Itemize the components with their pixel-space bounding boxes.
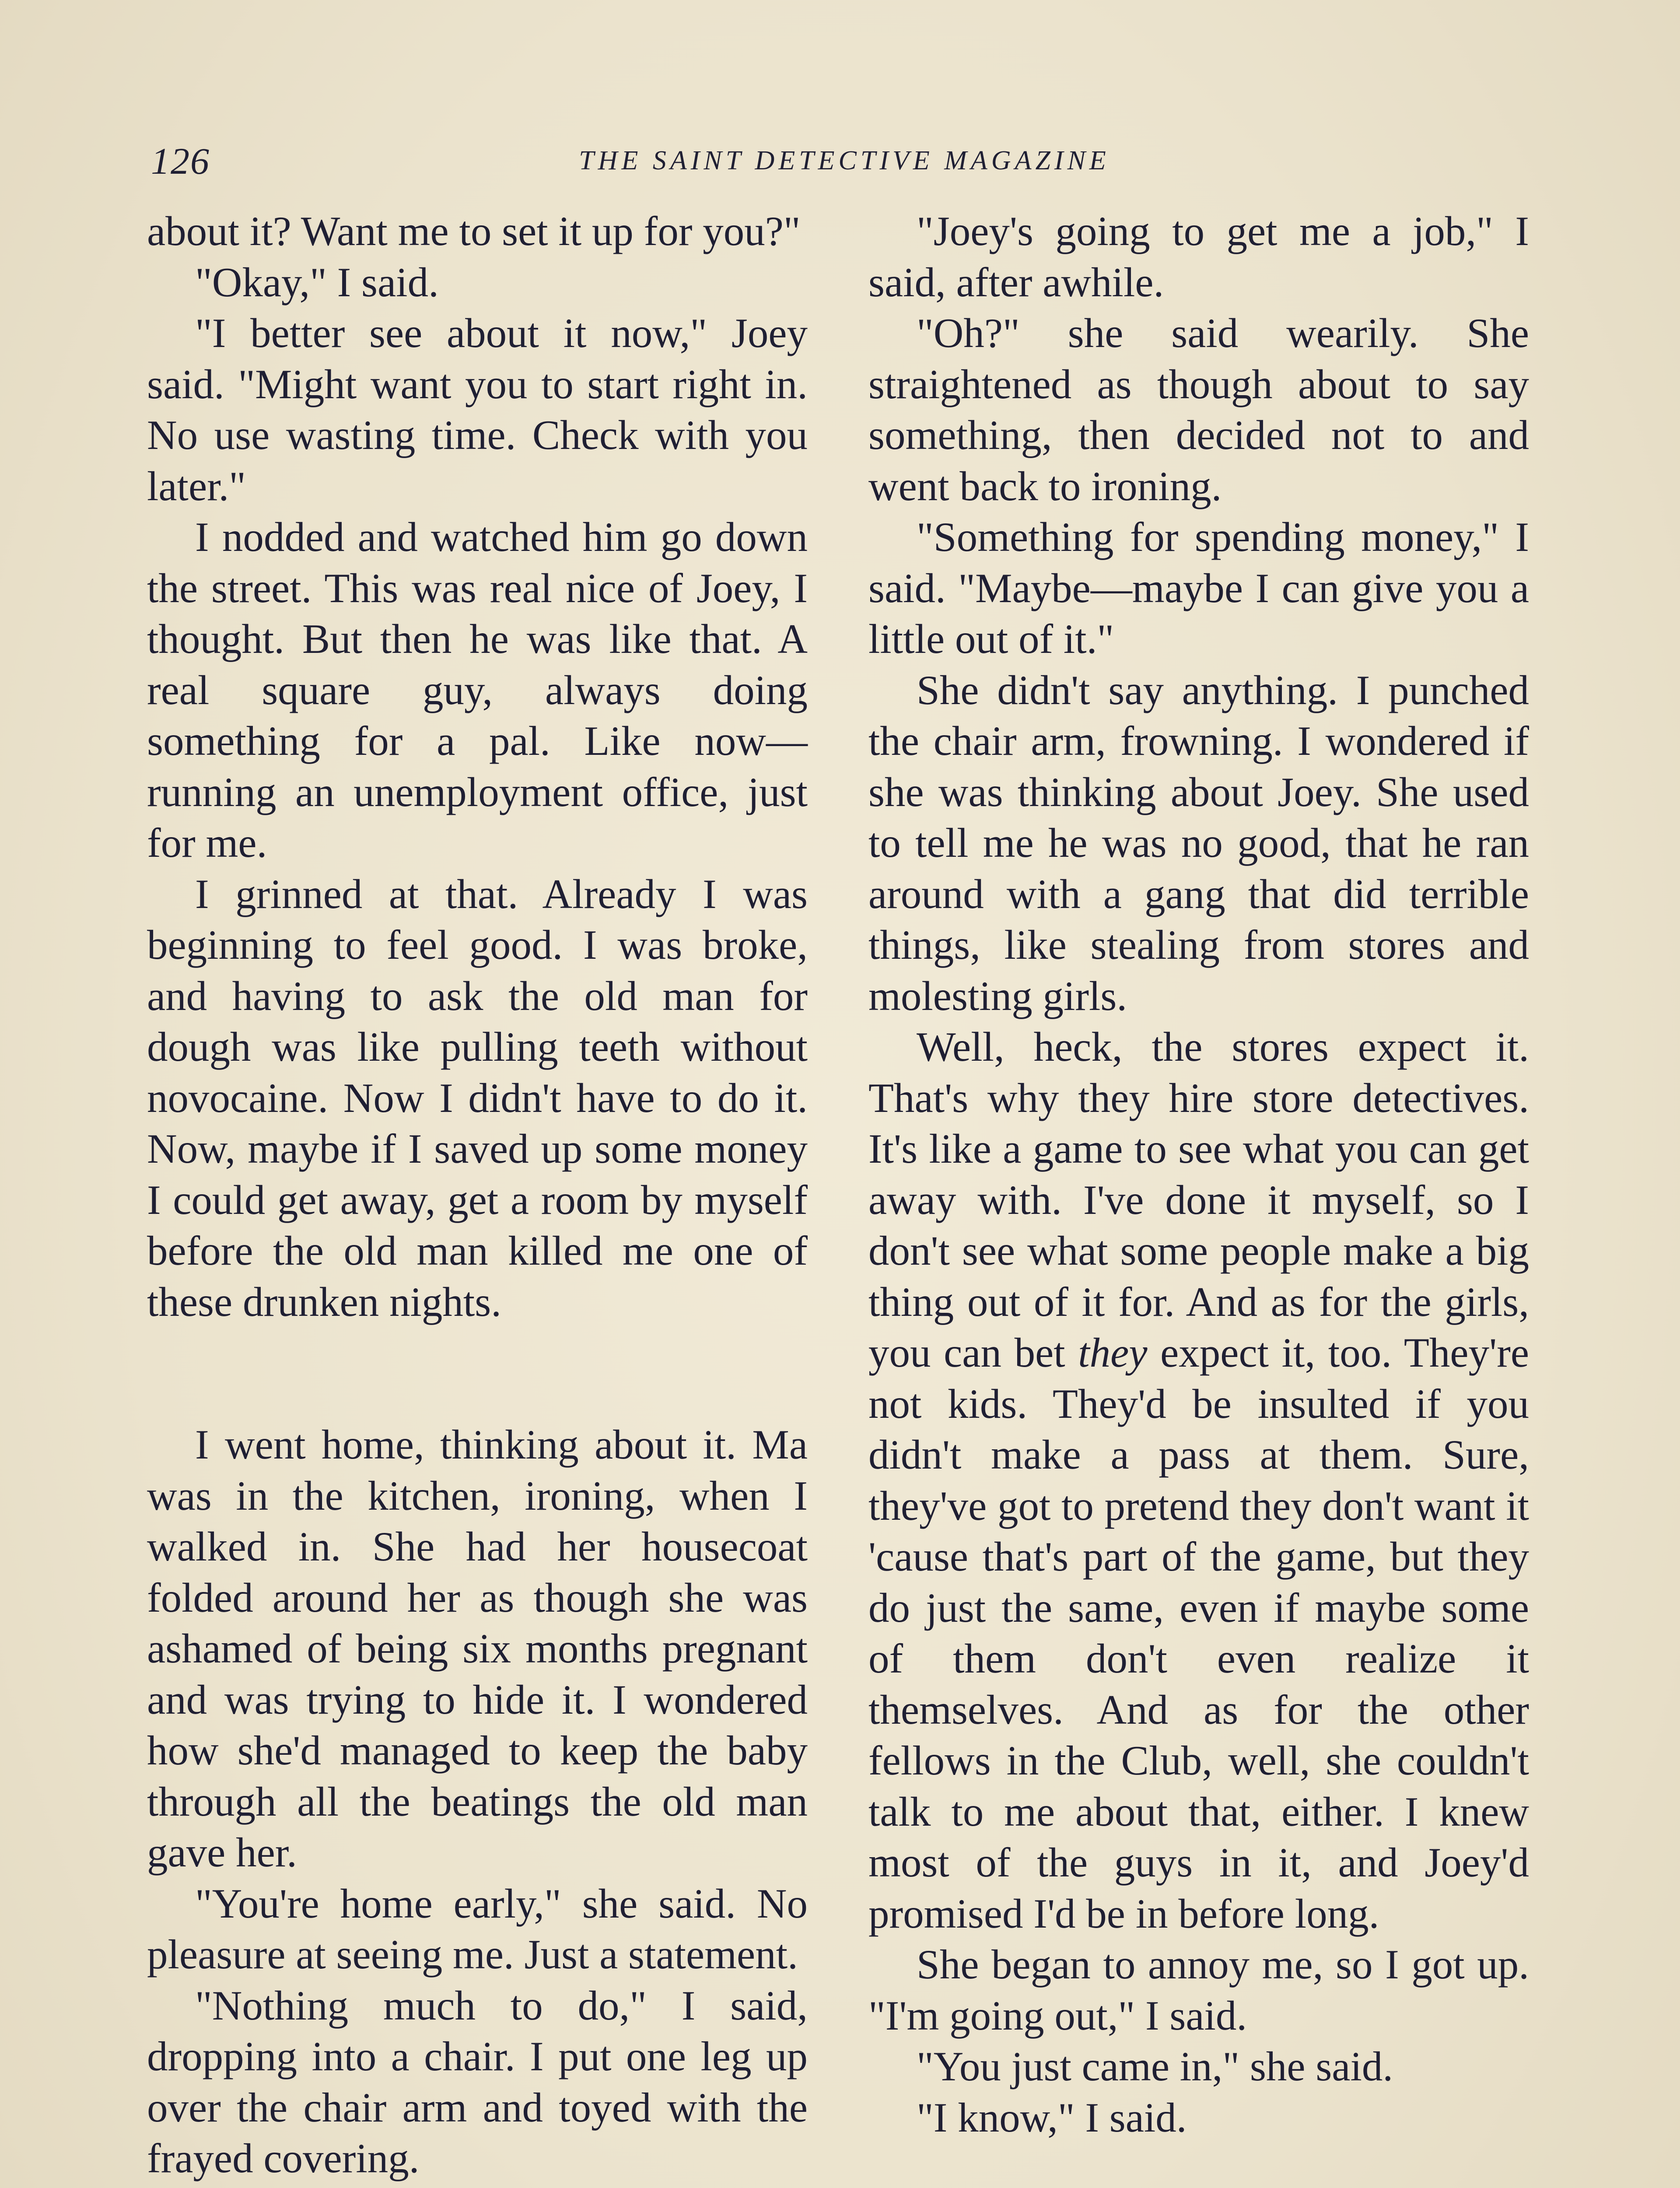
paragraph: I nodded and watched him go down the street. This was real nice of Joey, I thought. But then he was like that. A real square guy, always doing something for a pal. Like now—running an unemployment office, just for me. bbox=[147, 514, 808, 866]
paragraph: "Nothing much to do," I said, dropping into a chair. I put one leg up over the chair arm and toyed with the frayed covering. bbox=[147, 1982, 808, 2181]
section-break bbox=[147, 1327, 808, 1419]
paragraph bbox=[868, 1021, 1529, 1939]
paragraph: "I know," I said. bbox=[917, 2094, 1187, 2141]
right-column bbox=[868, 206, 1529, 2143]
paragraph: "Something for spending money," I said. "Maybe—maybe I can give you a little out of it." bbox=[868, 514, 1529, 662]
paragraph: "I better see about it now," Joey said. "Might want you to start right in. No use wasting time. Check with you later." bbox=[147, 310, 808, 509]
paragraph: I went home, thinking about it. Ma was in the kitchen, ironing, when I walked in. She had her housecoat folded around her as though she was ashamed of being six months pregnant and was trying to hide it. I wondered how she'd managed to keep the baby through all the beatings the old man gave her. bbox=[147, 1421, 808, 1876]
paragraph: I grinned at that. Already I was beginning to feel good. I was broke, and having to ask the old man for dough was like pulling teeth without novocaine. Now I didn't have to do it. Now, maybe if I saved up some money I could get away, get a room by myself before the old man killed me one of these drunken nights. bbox=[147, 870, 808, 1325]
paragraph-text: Well, heck, the stores expect it. That's why they hire store detectives. It's like a game to see what you can get away with. I've done it myself, so I don't see what some people make a big thing out of it for. And as for the girls, you can bet bbox=[868, 1024, 1529, 1376]
page-number: 126 bbox=[151, 140, 210, 182]
paragraph: "You're home early," she said. No pleasure at seeing me. Just a statement. bbox=[147, 1880, 808, 1978]
paragraph: She didn't say anything. I punched the chair arm, frowning. I wondered if she was thinking about Joey. She used to tell me he was no good, that he ran around with a gang that did terrible things, like stealing from stores and molesting girls. bbox=[868, 666, 1529, 1019]
paragraph: "Joey's going to get me a job," I said, after awhile. bbox=[868, 208, 1529, 305]
page-header bbox=[151, 139, 1538, 192]
running-title: THE SAINT DETECTIVE MAGAZINE bbox=[579, 146, 1110, 175]
emphasis-text: they bbox=[1078, 1329, 1148, 1376]
paragraph-text: expect it, too. They're not kids. They'd be insulted if you didn't make a pass at them. Sure, they've got to pretend they don't want it 'cause that's part of the game, but they do just the same, even if maybe some of them don't even realize it themselves. And as for the other fellows in the Club, well, she couldn't talk to me about that, either. I knew most of the guys in it, and Joey'd promised I'd be in before long. bbox=[868, 1329, 1529, 1937]
paragraph: about it? Want me to set it up for you?" bbox=[147, 208, 801, 254]
paragraph: "You just came in," she said. bbox=[917, 2043, 1393, 2090]
paragraph: "Okay," I said. bbox=[195, 259, 439, 305]
left-column bbox=[147, 206, 808, 2184]
paragraph: "Oh?" she said wearily. She straightened as though about to say something, then decided not to and went back to ironing. bbox=[868, 310, 1529, 509]
paragraph: She began to annoy me, so I got up. "I'm going out," I said. bbox=[868, 1941, 1529, 2039]
